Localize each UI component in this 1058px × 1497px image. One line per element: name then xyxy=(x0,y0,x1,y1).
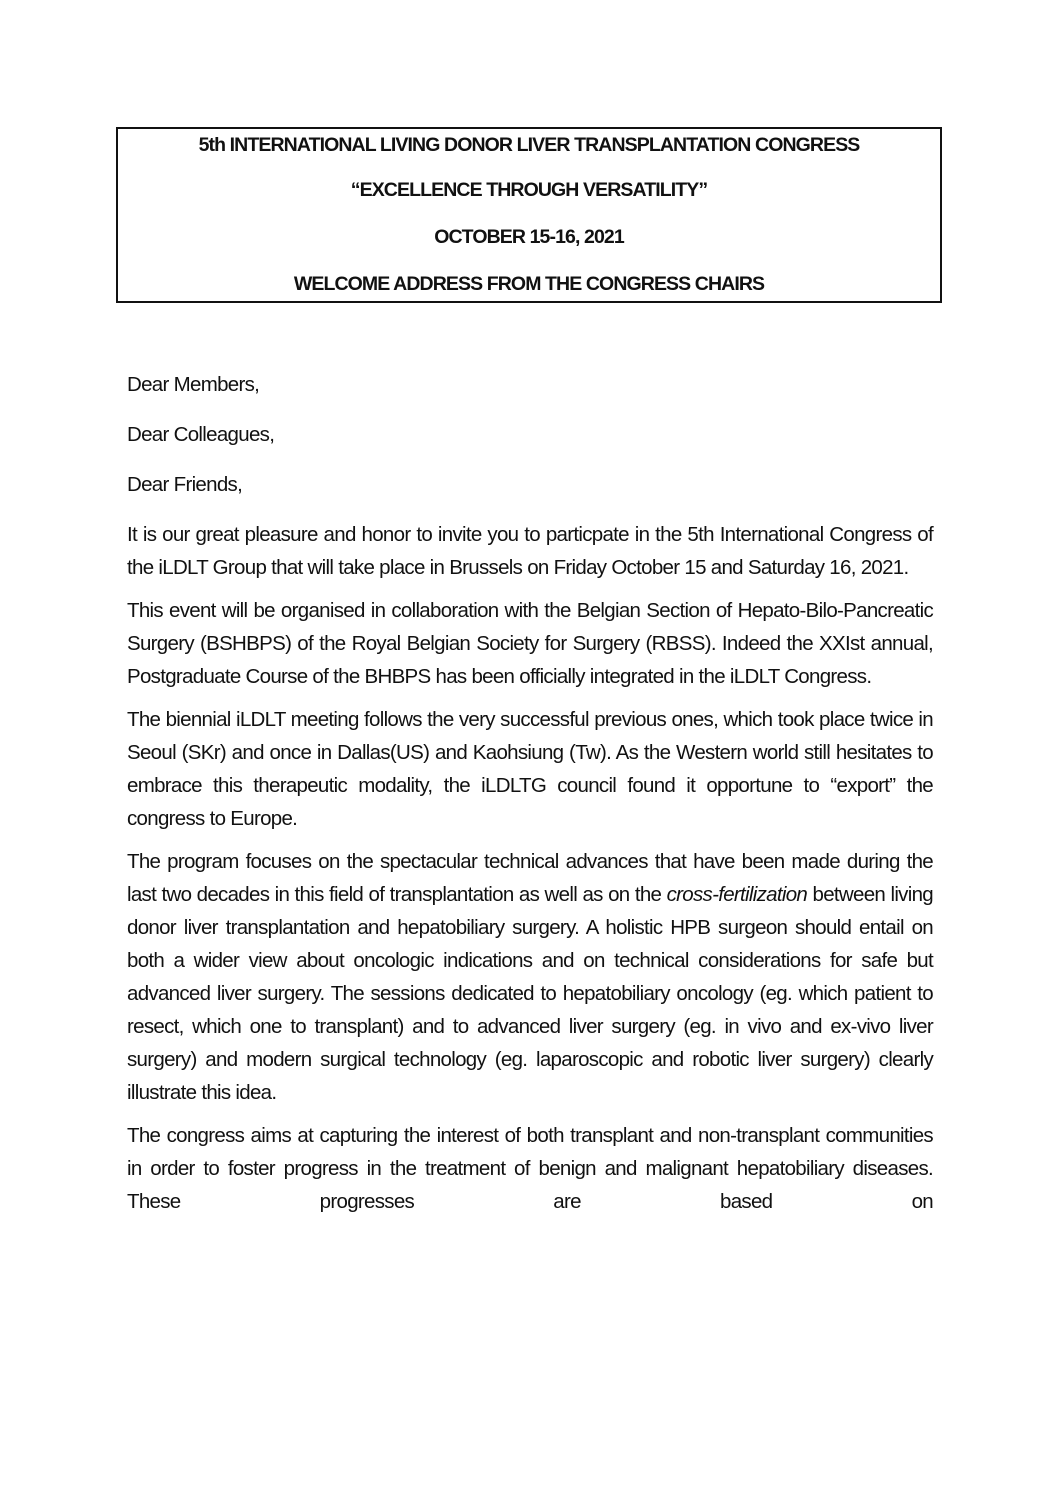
congress-title: 5th INTERNATIONAL LIVING DONOR LIVER TRANSPLANTATION CONGRESS xyxy=(198,134,860,156)
title-box xyxy=(116,127,942,303)
paragraph-invitation: It is our great pleasure and honor to invite you to particpate in the 5th International Congress of the iLDLT Group that will take place in Brussels on Friday October 15 and Saturday 16, 2021. xyxy=(127,523,933,579)
program-italic-term: cross-fertilization xyxy=(666,883,808,906)
paragraph-collaboration: This event will be organised in collaboration with the Belgian Section of Hepato-Bilo-Pancreatic Surgery (BSHBPS) of the Royal Belgian Society for Surgery (RBSS). Indeed the XXIst annual, Postgraduate Course of the BHBPS has been officially integrated in the iLDLT Congress. xyxy=(127,599,933,688)
paragraph-program xyxy=(127,845,933,1109)
salutation-colleagues: Dear Colleagues, xyxy=(127,423,275,446)
congress-dates: OCTOBER 15-16, 2021 xyxy=(434,226,624,248)
salutation-members: Dear Members, xyxy=(127,373,260,396)
salutation-friends: Dear Friends, xyxy=(127,473,243,496)
program-text-b: between living donor liver transplantation and hepatobiliary surgery. A holistic HPB surgeon should entail on both a wider view about oncologic indications and on technical considerations for safe but advanced liver surgery. The sessions dedicated to hepatobiliary oncology (eg. which patient to resect, which one to transplant) and to advanced liver surgery (eg. in vivo and ex-vivo liver surgery) and modern surgical technology (eg. laparoscopic and robotic liver surgery) clearly illustrate this idea. xyxy=(127,883,933,1104)
congress-motto: “EXCELLENCE THROUGH VERSATILITY” xyxy=(350,179,708,201)
welcome-heading: WELCOME ADDRESS FROM THE CONGRESS CHAIRS xyxy=(293,273,765,295)
paragraph-aims: The congress aims at capturing the interest of both transplant and non-transplant communities in order to foster progress in the treatment of benign and malignant hepatobiliary diseases. These progresses are based on xyxy=(127,1124,933,1213)
paragraph-history: The biennial iLDLT meeting follows the very successful previous ones, which took place twice in Seoul (SKr) and once in Dallas(US) and Kaohsiung (Tw). As the Western world still hesitates to embrace this therapeutic modality, the iLDLTG council found it opportune to “export” the congress to Europe. xyxy=(127,708,933,830)
letter-body xyxy=(127,368,933,1228)
program-text-a: The program focuses on the spectacular technical advances that have been made during the last two decades in this field of transplantation as well as on the xyxy=(127,850,933,906)
